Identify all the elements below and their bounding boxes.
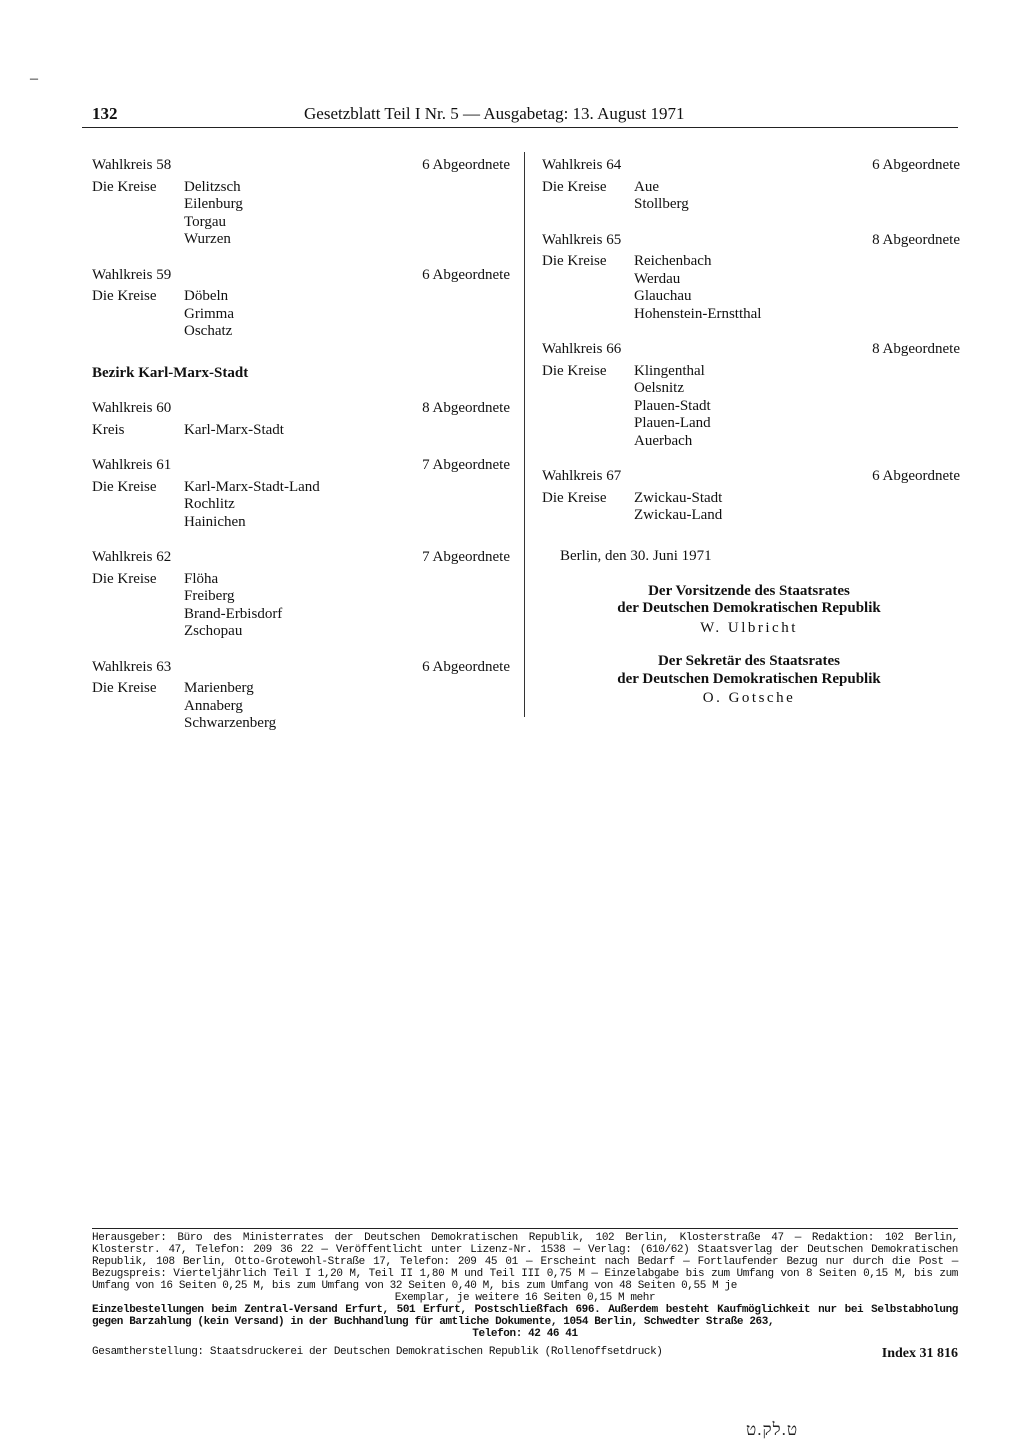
district-name: Brand-Erbisdorf bbox=[184, 605, 283, 622]
district-list bbox=[184, 288, 234, 341]
wahlkreis-body bbox=[542, 490, 960, 525]
ordering-tail: Telefon: 42 46 41 bbox=[472, 1328, 578, 1340]
column-divider bbox=[524, 152, 525, 717]
wahlkreis-body bbox=[92, 422, 510, 440]
wahlkreis-entry bbox=[92, 157, 510, 249]
signer-title: Der Vorsitzende des Staatsrates bbox=[648, 582, 850, 599]
wahlkreis-name: Wahlkreis 67 bbox=[542, 468, 622, 484]
district-name: Rochlitz bbox=[184, 496, 235, 512]
district-name: Klingenthal bbox=[634, 362, 705, 379]
district-label: Die Kreise bbox=[92, 288, 157, 304]
wahlkreis-entry bbox=[542, 232, 960, 324]
publisher-text: Herausgeber: Büro des Ministerrates der Deutschen Demokratischen Republik, 102 Berlin, Klosterstraße 47 — Redaktion: 102 Berlin, Klosterstr. 47, Telefon: 209 36 22 — Veröffentlicht unter Lizenz-Nr. 1538 — Verlag: (610/62) Staatsverlag der Deutschen Demokratischen Republik, 108 Berlin, Otto-Grotewohl-Straße 17, Telefon: 209 45 01 — Erscheint nach Bedarf — Fortlaufender Bezug nur durch die Post — Bezugspreis: Vierteljährlich Teil I 1,20 M, Teil II 1,80 M und Teil III 0,75 M — Einzelabgabe bis zum Umfang von 8 Seiten 0,15 M, bis zum Umfang von 16 Seiten 0,25 M, bis zum Umfang von 32 Seiten 0,40 M, bis zum Umfang von 48 Seiten 0,55 M je bbox=[92, 1232, 958, 1292]
district-name: Marienberg bbox=[184, 680, 254, 696]
district-list bbox=[184, 571, 282, 641]
district-label: Die Kreise bbox=[542, 489, 607, 506]
signer-title: Der Sekretär des Staatsrates bbox=[657, 653, 841, 669]
district-label: Die Kreise bbox=[92, 570, 157, 587]
margin-dash-mark: – bbox=[30, 70, 38, 87]
wahlkreis-entry bbox=[92, 457, 510, 531]
district-name: Wurzen bbox=[184, 231, 231, 247]
wahlkreis-name: Wahlkreis 60 bbox=[92, 400, 172, 416]
signer-secretary bbox=[542, 653, 956, 708]
signer-name: W. Ulbricht bbox=[700, 619, 798, 636]
wahlkreis-body bbox=[542, 179, 960, 214]
signer-title: der Deutschen Demokratischen Republik bbox=[617, 670, 881, 687]
right-column bbox=[542, 157, 960, 543]
district-name: Reichenbach bbox=[634, 253, 712, 269]
seat-count: 7 Abgeordnete bbox=[422, 457, 510, 473]
district-name: Oschatz bbox=[184, 323, 233, 339]
district-list bbox=[634, 253, 761, 323]
district-name: Hainichen bbox=[184, 513, 246, 530]
seat-count: 6 Abgeordnete bbox=[872, 157, 960, 173]
bezirk-heading: Bezirk Karl-Marx-Stadt bbox=[92, 364, 249, 381]
printer-line: Gesamtherstellung: Staatsdruckerei der Deutschen Demokratischen Republik (Rollenoffsetdruck) bbox=[92, 1346, 663, 1358]
district-name: Plauen-Stadt bbox=[634, 397, 711, 414]
district-name: Aue bbox=[634, 178, 659, 195]
wahlkreis-header bbox=[92, 659, 510, 677]
district-list bbox=[634, 179, 689, 214]
imprint-ordering bbox=[92, 1304, 958, 1340]
wahlkreis-body bbox=[542, 363, 960, 451]
seat-count: 6 Abgeordnete bbox=[422, 658, 510, 675]
index-number: Index 31 816 bbox=[881, 1346, 958, 1361]
wahlkreis-header bbox=[92, 457, 510, 475]
district-name: Döbeln bbox=[184, 288, 229, 304]
wahlkreis-body bbox=[92, 288, 510, 341]
wahlkreis-name: Wahlkreis 61 bbox=[92, 457, 172, 473]
wahlkreis-body bbox=[92, 179, 510, 249]
wahlkreis-body bbox=[92, 571, 510, 641]
district-name: Auerbach bbox=[634, 432, 693, 449]
district-name: Karl-Marx-Stadt-Land bbox=[184, 478, 320, 495]
wahlkreis-entry bbox=[92, 659, 510, 733]
wahlkreis-header bbox=[542, 157, 960, 175]
wahlkreis-list-right bbox=[542, 157, 960, 525]
district-label: Die Kreise bbox=[92, 478, 157, 495]
wahlkreis-entry bbox=[542, 157, 960, 214]
district-label: Die Kreise bbox=[542, 178, 607, 195]
wahlkreis-header bbox=[92, 157, 510, 175]
imprint-rule bbox=[92, 1228, 958, 1229]
wahlkreis-name: Wahlkreis 62 bbox=[92, 549, 172, 565]
running-head: Gesetzblatt Teil I Nr. 5 — Ausgabetag: 13. August 1971 bbox=[304, 104, 685, 123]
district-name: Werdau bbox=[634, 270, 681, 287]
district-list bbox=[184, 179, 243, 249]
district-name: Oelsnitz bbox=[634, 380, 684, 396]
wahlkreis-body bbox=[542, 253, 960, 323]
district-label: Die Kreise bbox=[92, 178, 157, 195]
wahlkreis-name: Wahlkreis 66 bbox=[542, 341, 622, 357]
handwritten-note: ט.לק.ט bbox=[746, 1420, 799, 1439]
district-name: Stollberg bbox=[634, 196, 689, 212]
left-column bbox=[92, 157, 510, 751]
district-label: Die Kreise bbox=[542, 362, 607, 379]
wahlkreis-header bbox=[542, 341, 960, 359]
wahlkreis-list-leipzig bbox=[92, 157, 510, 341]
wahlkreis-entry bbox=[92, 549, 510, 641]
wahlkreis-entry bbox=[92, 267, 510, 341]
district-label: Die Kreise bbox=[542, 253, 607, 269]
wahlkreis-name: Wahlkreis 63 bbox=[92, 658, 172, 675]
seat-count: 8 Abgeordnete bbox=[422, 400, 510, 416]
signer-title: der Deutschen Demokratischen Republik bbox=[617, 600, 881, 616]
wahlkreis-name: Wahlkreis 58 bbox=[92, 157, 172, 173]
wahlkreis-entry bbox=[542, 468, 960, 525]
date-line: Berlin, den 30. Juni 1971 bbox=[560, 548, 712, 564]
seat-count: 6 Abgeordnete bbox=[872, 468, 960, 484]
ordering-text: Einzelbestellungen beim Zentral-Versand Erfurt, 501 Erfurt, Postschließfach 696. Außerdem besteht Kaufmöglichkeit nur bei Selbstabholung gegen Barzahlung (kein Versand) in der Buchhandlung für amtliche Dokumente, 1054 Berlin, Schwedter Straße 263, bbox=[92, 1304, 958, 1328]
district-name: Annaberg bbox=[184, 697, 243, 714]
district-name: Hohenstein-Ernstthal bbox=[634, 305, 762, 322]
wahlkreis-header bbox=[542, 468, 960, 486]
wahlkreis-header bbox=[542, 232, 960, 250]
seat-count: 6 Abgeordnete bbox=[422, 157, 510, 173]
district-name: Freiberg bbox=[184, 588, 235, 604]
page-number: 132 bbox=[92, 104, 118, 123]
district-name: Zwickau-Stadt bbox=[634, 489, 723, 506]
seat-count: 7 Abgeordnete bbox=[422, 549, 510, 565]
seat-count: 8 Abgeordnete bbox=[872, 341, 960, 357]
district-list bbox=[634, 490, 722, 525]
district-list bbox=[634, 363, 711, 451]
seat-count: 6 Abgeordnete bbox=[422, 266, 510, 283]
wahlkreis-name: Wahlkreis 65 bbox=[542, 231, 622, 248]
wahlkreis-name: Wahlkreis 59 bbox=[92, 266, 172, 283]
district-name: Schwarzenberg bbox=[184, 715, 277, 731]
wahlkreis-body bbox=[92, 479, 510, 532]
wahlkreis-name: Wahlkreis 64 bbox=[542, 157, 622, 173]
imprint-publisher bbox=[92, 1232, 958, 1304]
district-name: Zwickau-Land bbox=[634, 507, 723, 523]
district-name: Glauchau bbox=[634, 288, 692, 304]
header-rule bbox=[82, 127, 958, 128]
wahlkreis-header bbox=[92, 549, 510, 567]
seat-count: 8 Abgeordnete bbox=[872, 231, 960, 248]
signer-chairman bbox=[542, 583, 956, 638]
wahlkreis-header bbox=[92, 267, 510, 285]
district-name: Torgau bbox=[184, 213, 226, 230]
district-list bbox=[184, 680, 276, 733]
district-name: Delitzsch bbox=[184, 178, 241, 195]
district-name: Eilenburg bbox=[184, 196, 243, 212]
imprint-footer bbox=[92, 1346, 958, 1362]
district-name: Plauen-Land bbox=[634, 415, 711, 431]
district-list bbox=[184, 479, 320, 532]
signature-block bbox=[542, 548, 956, 724]
signer-name: O. Gotsche bbox=[702, 690, 796, 706]
wahlkreis-entry bbox=[542, 341, 960, 450]
wahlkreis-list-karl-marx-stadt bbox=[92, 400, 510, 733]
district-label: Kreis bbox=[92, 421, 125, 438]
district-name: Zschopau bbox=[184, 623, 243, 639]
publisher-tail: Exemplar, je weitere 16 Seiten 0,15 M mehr bbox=[394, 1292, 656, 1304]
wahlkreis-header bbox=[92, 400, 510, 418]
wahlkreis-body bbox=[92, 680, 510, 733]
wahlkreis-entry bbox=[92, 400, 510, 439]
district-name: Grimma bbox=[184, 305, 234, 322]
district-name: Karl-Marx-Stadt bbox=[184, 421, 284, 438]
district-list bbox=[184, 422, 284, 440]
district-label: Die Kreise bbox=[92, 680, 157, 696]
district-name: Flöha bbox=[184, 570, 219, 587]
